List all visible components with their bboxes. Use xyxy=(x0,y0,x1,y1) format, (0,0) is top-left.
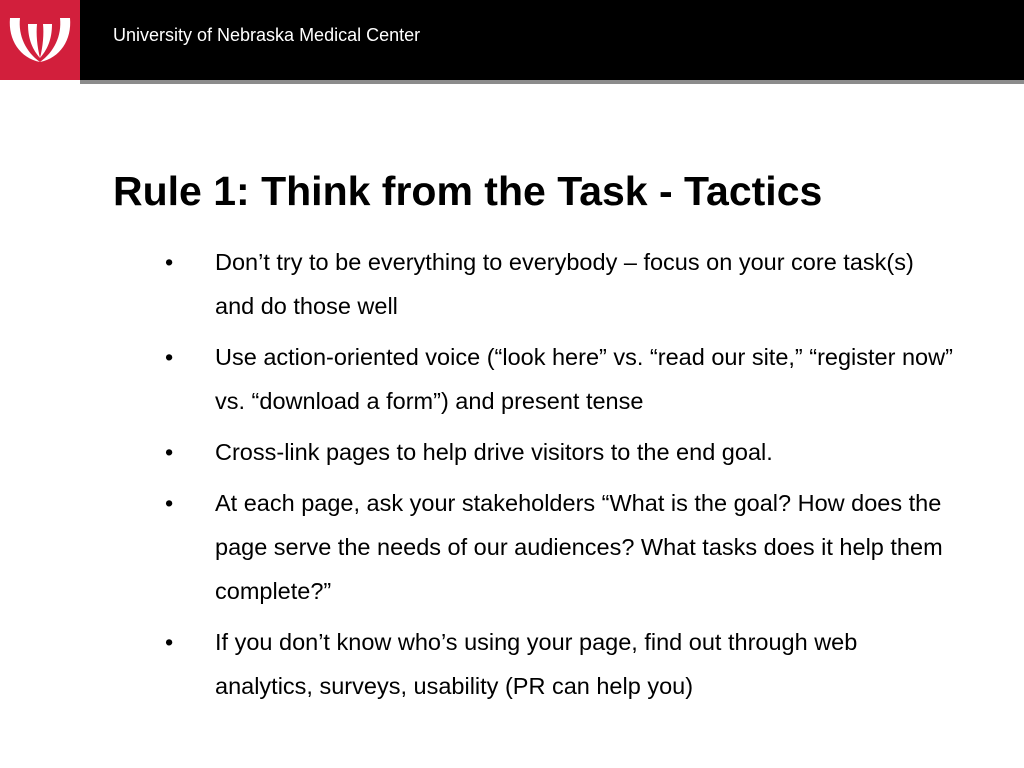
bullet-icon: • xyxy=(165,344,174,370)
bullet-text: Don’t try to be everything to everybody – focus on your core task(s) and do those well xyxy=(215,249,914,319)
bullet-list xyxy=(165,240,955,715)
bullet-item xyxy=(165,240,955,328)
bullet-item xyxy=(165,620,955,708)
logo xyxy=(0,0,80,80)
bullet-icon: • xyxy=(165,629,174,655)
bullet-icon: • xyxy=(165,439,174,465)
bullet-text: At each page, ask your stakeholders “What is the goal? How does the page serve the needs of our audiences? What tasks does it help them complete?” xyxy=(215,490,943,604)
bullet-text: Cross-link pages to help drive visitors to the end goal. xyxy=(215,439,773,465)
unmc-logo-icon xyxy=(6,14,74,66)
bullet-icon: • xyxy=(165,490,174,516)
slide-title: Rule 1: Think from the Task - Tactics xyxy=(113,168,823,214)
org-name: University of Nebraska Medical Center xyxy=(113,25,421,45)
bullet-item xyxy=(165,335,955,423)
bullet-item xyxy=(165,481,955,613)
bullet-icon: • xyxy=(165,249,174,275)
bullet-item xyxy=(165,430,955,474)
bullet-text: Use action-oriented voice (“look here” vs. “read our site,” “register now” vs. “download a form”) and present tense xyxy=(215,344,953,414)
header-divider xyxy=(80,80,1024,84)
header-bar xyxy=(0,0,1024,80)
bullet-text: If you don’t know who’s using your page, find out through web analytics, surveys, usability (PR can help you) xyxy=(215,629,858,699)
